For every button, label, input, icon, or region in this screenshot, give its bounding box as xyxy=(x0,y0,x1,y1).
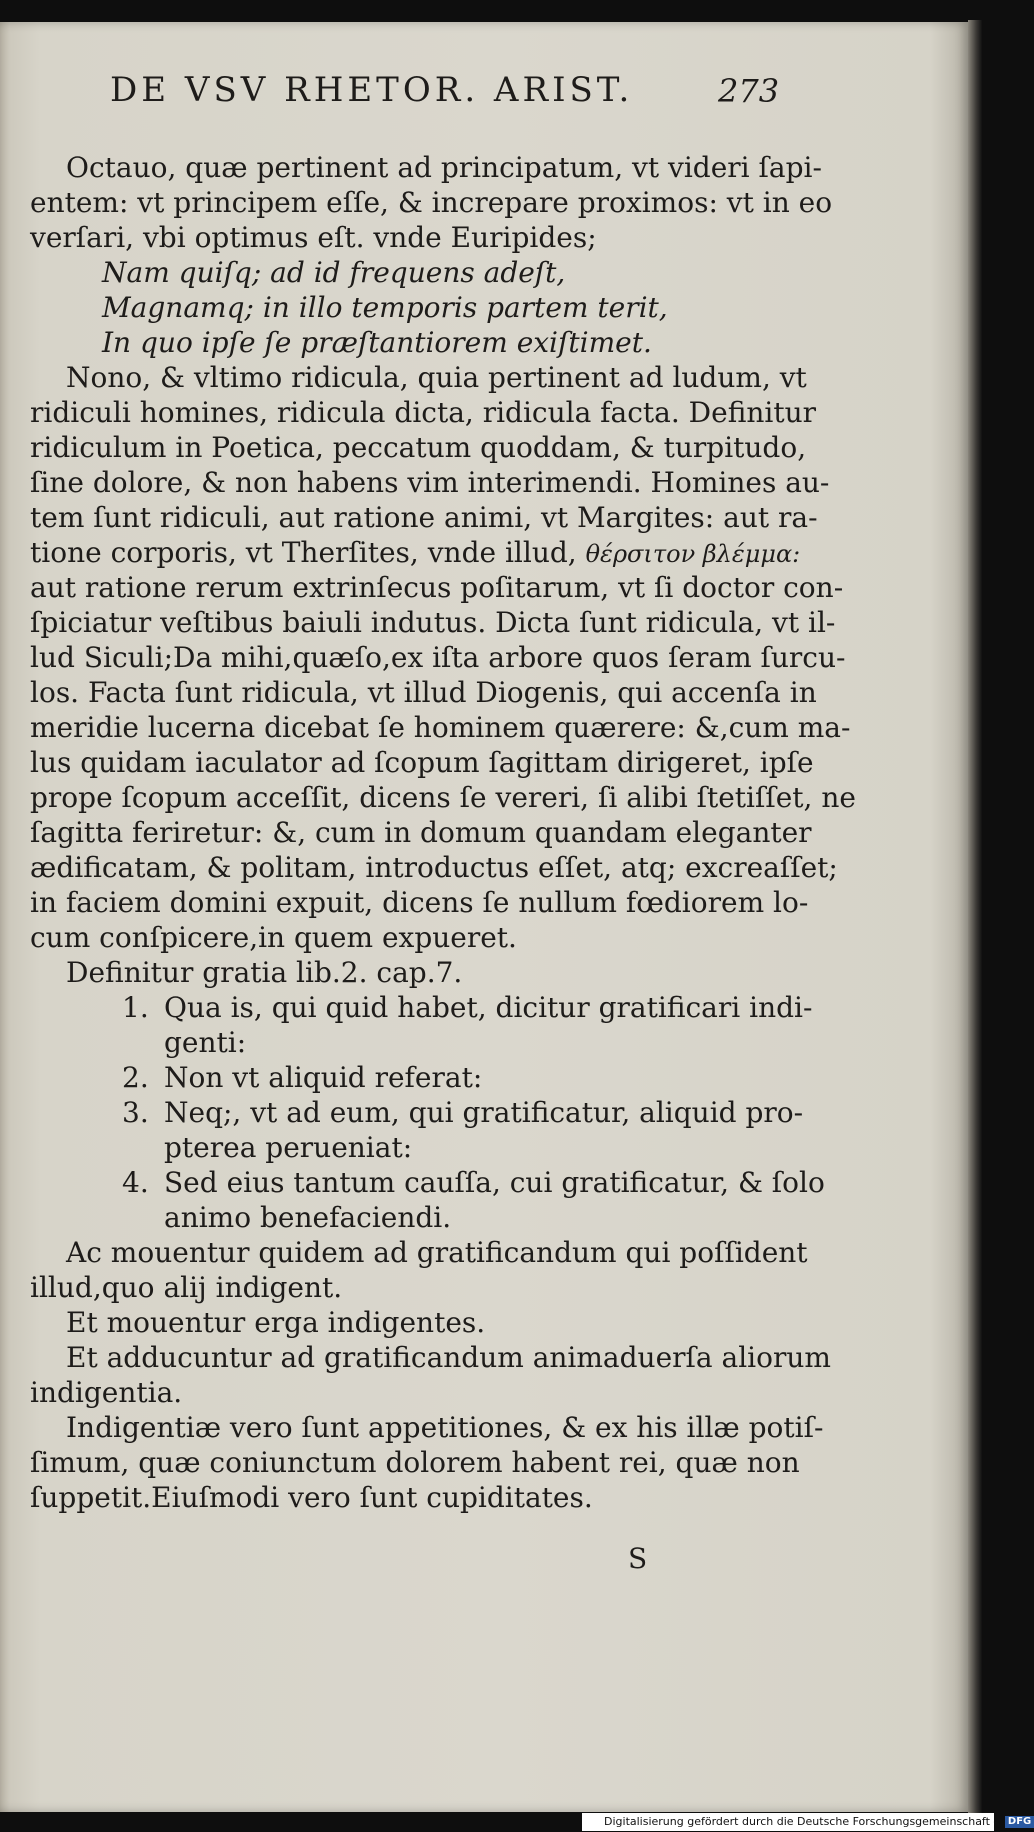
line-text: lud Siculi;Da mihi,quæſo,ex iſta arbore quos ſeram ſurcu- xyxy=(30,641,846,674)
list-number: 1. xyxy=(122,991,149,1024)
list-number: 3. xyxy=(122,1096,149,1129)
book-page xyxy=(0,22,968,1812)
line-text: aut ratione rerum extrinſecus poſitarum, vt ſi doctor con- xyxy=(30,571,844,604)
line-text: ſuppetit.Eiuſmodi vero ſunt cupiditates. xyxy=(30,1481,593,1514)
line-text: ridiculi homines, ridicula dicta, ridicula facta. Definitur xyxy=(30,396,817,429)
text-line xyxy=(30,220,770,255)
line-text: lus quidam iaculator ad ſcopum ſagittam dirigeret, ipſe xyxy=(30,746,814,779)
text-line xyxy=(30,500,818,535)
text-line xyxy=(30,1410,824,1445)
text-line xyxy=(30,710,851,745)
line-text: ſpiciatur veſtibus baiuli indutus. Dicta ſunt ridicula, vt il- xyxy=(30,606,836,639)
line-text: ſimum, quæ coniunctum dolorem habent rei, quæ non xyxy=(30,1446,800,1479)
text-line xyxy=(30,1025,770,1060)
line-text: Magnamq; in illo temporis partem terit, xyxy=(102,291,668,324)
line-text: Non vt aliquid referat: xyxy=(164,1061,483,1094)
text-line xyxy=(30,1235,808,1270)
list-number: 2. xyxy=(122,1061,149,1094)
text-line xyxy=(30,745,814,780)
line-text: Definitur gratia lib.2. cap.7. xyxy=(66,956,463,989)
line-text: tem ſunt ridiculi, aut ratione animi, vt Margites: aut ra- xyxy=(30,501,818,534)
line-text: tione corporis, vt Therſites, vnde illud, xyxy=(30,536,577,569)
text-line xyxy=(30,325,770,360)
text-line xyxy=(30,815,812,850)
text-line xyxy=(30,780,856,815)
line-text: meridie lucerna dicebat ſe hominem quærere: &,cum ma- xyxy=(30,711,851,744)
text-line xyxy=(30,850,838,885)
line-text: ſagitta feriretur: &, cum in domum quandam eleganter xyxy=(30,816,812,849)
text-line xyxy=(30,535,801,570)
line-text: Nam quiſq; ad id frequens adeſt, xyxy=(102,256,566,289)
line-text: ridiculum in Poetica, peccatum quoddam, & turpitudo, xyxy=(30,431,807,464)
text-line xyxy=(30,1130,770,1165)
text-line xyxy=(30,1270,770,1305)
line-text: Indigentiæ vero ſunt appetitiones, & ex his illæ potiſ- xyxy=(66,1411,824,1444)
line-text: Et mouentur erga indigentes. xyxy=(66,1306,486,1339)
text-line xyxy=(30,1305,770,1340)
line-text: prope ſcopum acceſſit, dicens ſe vereri, ſi alibi ſtetiſſet, ne xyxy=(30,781,856,814)
text-line xyxy=(30,570,844,605)
text-line xyxy=(30,1095,804,1130)
text-line xyxy=(30,1480,770,1515)
line-text: Octauo, quæ pertinent ad principatum, vt videri ſapi- xyxy=(66,151,822,184)
text-line xyxy=(30,920,770,955)
line-text: genti: xyxy=(164,1026,247,1059)
text-line xyxy=(30,1165,825,1200)
list-number: 4. xyxy=(122,1166,149,1199)
text-line xyxy=(30,255,770,290)
text-line xyxy=(30,185,833,220)
text-line xyxy=(30,990,813,1025)
line-text: Et adducuntur ad gratificandum animaduerſa aliorum xyxy=(66,1341,831,1374)
line-text: Sed eius tantum cauſſa, cui gratificatur, & ſolo xyxy=(164,1166,825,1199)
line-text: animo benefaciendi. xyxy=(164,1201,452,1234)
text-line xyxy=(30,1060,770,1095)
line-text: verſari, vbi optimus eſt. vnde Euripides; xyxy=(30,221,597,254)
line-text: indigentia. xyxy=(30,1376,183,1409)
text-line xyxy=(30,1375,770,1410)
text-line xyxy=(30,1340,831,1375)
line-text: ſine dolore, & non habens vim interimendi. Homines au- xyxy=(30,466,830,499)
dfg-logo: DFG xyxy=(1005,1816,1034,1828)
line-text: entem: vt principem eſſe, & increpare proximos: vt in eo xyxy=(30,186,833,219)
line-text: Qua is, qui quid habet, dicitur gratificari indi- xyxy=(164,991,813,1024)
digitization-credit xyxy=(582,1813,1032,1831)
line-text: pterea perueniat: xyxy=(164,1131,413,1164)
line-text: illud,quo alij indigent. xyxy=(30,1271,343,1304)
signature-mark: S xyxy=(628,1542,648,1575)
greek-phrase: θέρσιτον βλέμμα: xyxy=(585,540,801,568)
line-text: Nono, & vltimo ridicula, quia pertinent ad ludum, vt xyxy=(66,361,807,394)
text-line xyxy=(30,675,817,710)
line-text: in faciem domini expuit, dicens ſe nullum fœdiorem lo- xyxy=(30,886,809,919)
page-edge xyxy=(968,20,982,1814)
text-line xyxy=(30,640,846,675)
text-line xyxy=(30,430,807,465)
text-line xyxy=(30,290,770,325)
line-text: ædificatam, & politam, introductus eſſet, atq; excreaſſet; xyxy=(30,851,838,884)
text-line xyxy=(30,465,830,500)
page-number: 273 xyxy=(718,72,780,110)
text-line xyxy=(30,885,809,920)
text-line xyxy=(30,395,817,430)
text-line xyxy=(30,1200,770,1235)
text-line xyxy=(30,1445,800,1480)
running-head-title: DE VSV RHETOR. ARIST. xyxy=(110,70,634,110)
line-text: Ac mouentur quidem ad gratificandum qui poſſident xyxy=(66,1236,808,1269)
text-line xyxy=(30,605,836,640)
line-text: Neq;, vt ad eum, qui gratificatur, aliquid pro- xyxy=(164,1096,804,1129)
line-text: cum conſpicere,in quem expueret. xyxy=(30,921,517,954)
text-line xyxy=(30,955,770,990)
credit-text: Digitalisierung gefördert durch die Deutsche Forschungsgemeinschaft - xyxy=(604,1815,998,1828)
text-line xyxy=(30,150,822,185)
page-text-body xyxy=(30,150,856,1515)
line-text: In quo ipſe ſe præſtantiorem exiſtimet. xyxy=(102,326,652,359)
text-line xyxy=(30,360,807,395)
line-text: los. Facta ſunt ridicula, vt illud Diogenis, qui accenſa in xyxy=(30,676,817,709)
